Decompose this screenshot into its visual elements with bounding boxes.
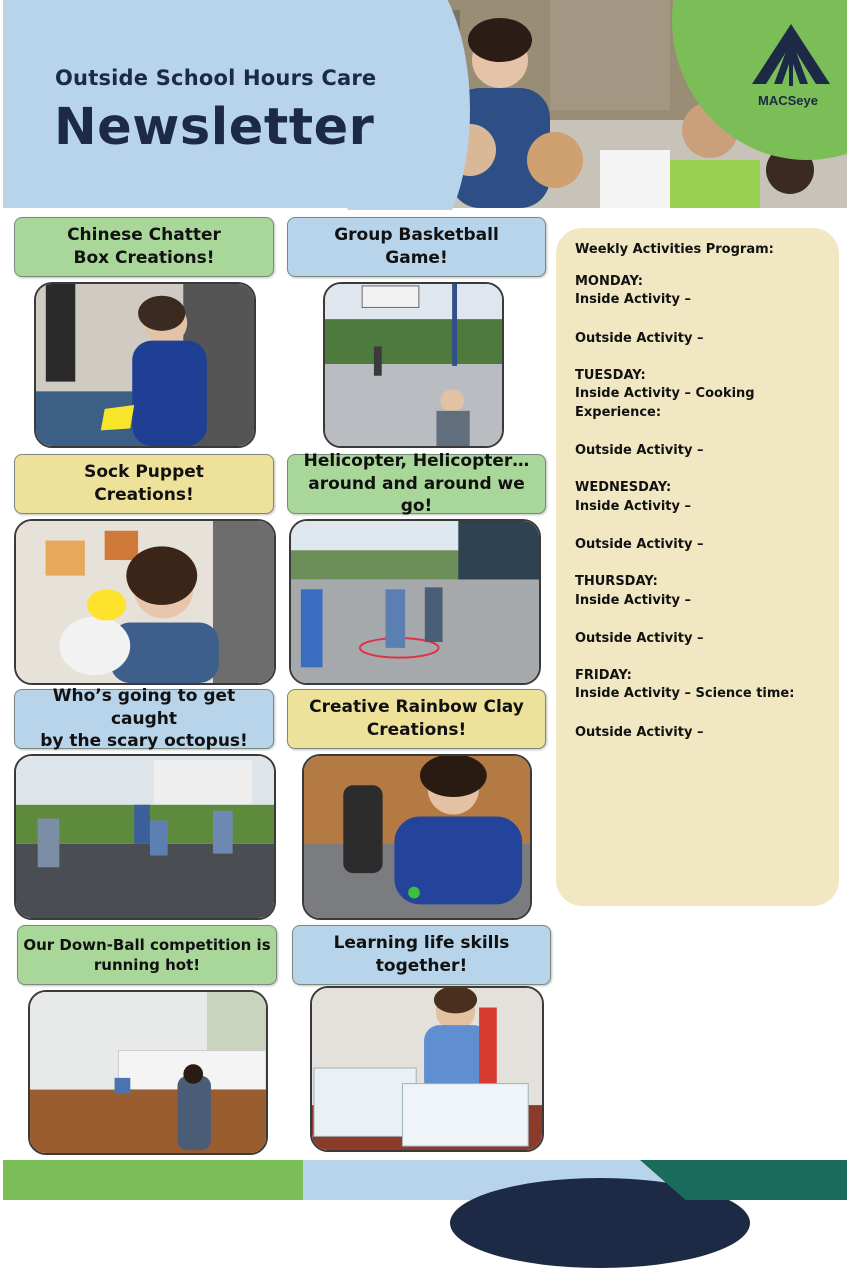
label-line: Game! [385, 248, 448, 268]
weekly-program-panel [556, 228, 839, 906]
friday-outside: Outside Activity – [575, 725, 704, 740]
label-line: together! [375, 956, 468, 976]
activity-label-chinese-chatter [14, 217, 274, 277]
friday-inside: Inside Activity – Science time: [575, 686, 795, 701]
label-line: Creations! [366, 720, 467, 740]
program-heading: Weekly Activities Program: [575, 242, 774, 257]
thursday-outside: Outside Activity – [575, 631, 704, 646]
label-line: Sock Puppet [84, 462, 204, 483]
label-line: Helicopter, Helicopter… [303, 450, 530, 471]
monday-heading: MONDAY: [575, 274, 643, 289]
tuesday-inside: Inside Activity – Cooking [575, 386, 755, 401]
label-line: Group Basketball [334, 225, 499, 246]
monday-outside: Outside Activity – [575, 331, 704, 346]
label-line: Creations! [94, 485, 194, 505]
label-line: Creative Rainbow Clay [309, 697, 524, 718]
activity-label-sock-puppet [14, 454, 274, 514]
label-line: around and around we go! [308, 473, 525, 517]
tuesday-outside: Outside Activity – [575, 443, 704, 458]
activity-label-down-ball [17, 925, 277, 985]
wednesday-inside: Inside Activity – [575, 499, 692, 514]
label-line: running hot! [93, 956, 201, 974]
activity-label-helicopter [287, 450, 546, 517]
label-line: by the scary octopus! [40, 731, 248, 752]
label-line: Chinese Chatter [67, 225, 221, 246]
activity-label-life-skills [292, 925, 551, 985]
label-line: Learning life skills [333, 933, 510, 954]
logo-wordmark: MACSeye [758, 93, 818, 108]
photo-sock-puppet [14, 519, 276, 685]
activity-label-basketball [287, 217, 546, 277]
footer-green-band [3, 1160, 303, 1200]
label-line: Our Down-Ball competition is [23, 935, 271, 954]
friday-heading: FRIDAY: [575, 668, 632, 683]
monday-inside: Inside Activity – [575, 292, 692, 307]
activity-label-rainbow-clay [287, 689, 546, 749]
label-line: Box Creations! [73, 248, 215, 268]
photo-helicopter [289, 519, 541, 685]
label-line: Who’s going to get caught [52, 685, 236, 729]
photo-chinese-chatter [34, 282, 256, 448]
header-banner [0, 0, 847, 210]
photo-rainbow-clay [302, 754, 532, 920]
wednesday-outside: Outside Activity – [575, 537, 704, 552]
macseye-logo-icon [752, 24, 830, 90]
photo-down-ball [28, 990, 268, 1155]
photo-basketball [323, 282, 504, 448]
photo-life-skills [310, 986, 544, 1152]
photo-octopus [14, 754, 276, 920]
tuesday-heading: TUESDAY: [575, 368, 646, 383]
page-title: Newsletter [54, 98, 375, 157]
wednesday-heading: WEDNESDAY: [575, 480, 672, 495]
header-subtitle: Outside School Hours Care [55, 66, 377, 90]
tuesday-inside-cont: Experience: [575, 405, 662, 420]
thursday-inside: Inside Activity – [575, 593, 692, 608]
thursday-heading: THURSDAY: [575, 574, 658, 589]
activity-label-octopus [14, 685, 274, 752]
